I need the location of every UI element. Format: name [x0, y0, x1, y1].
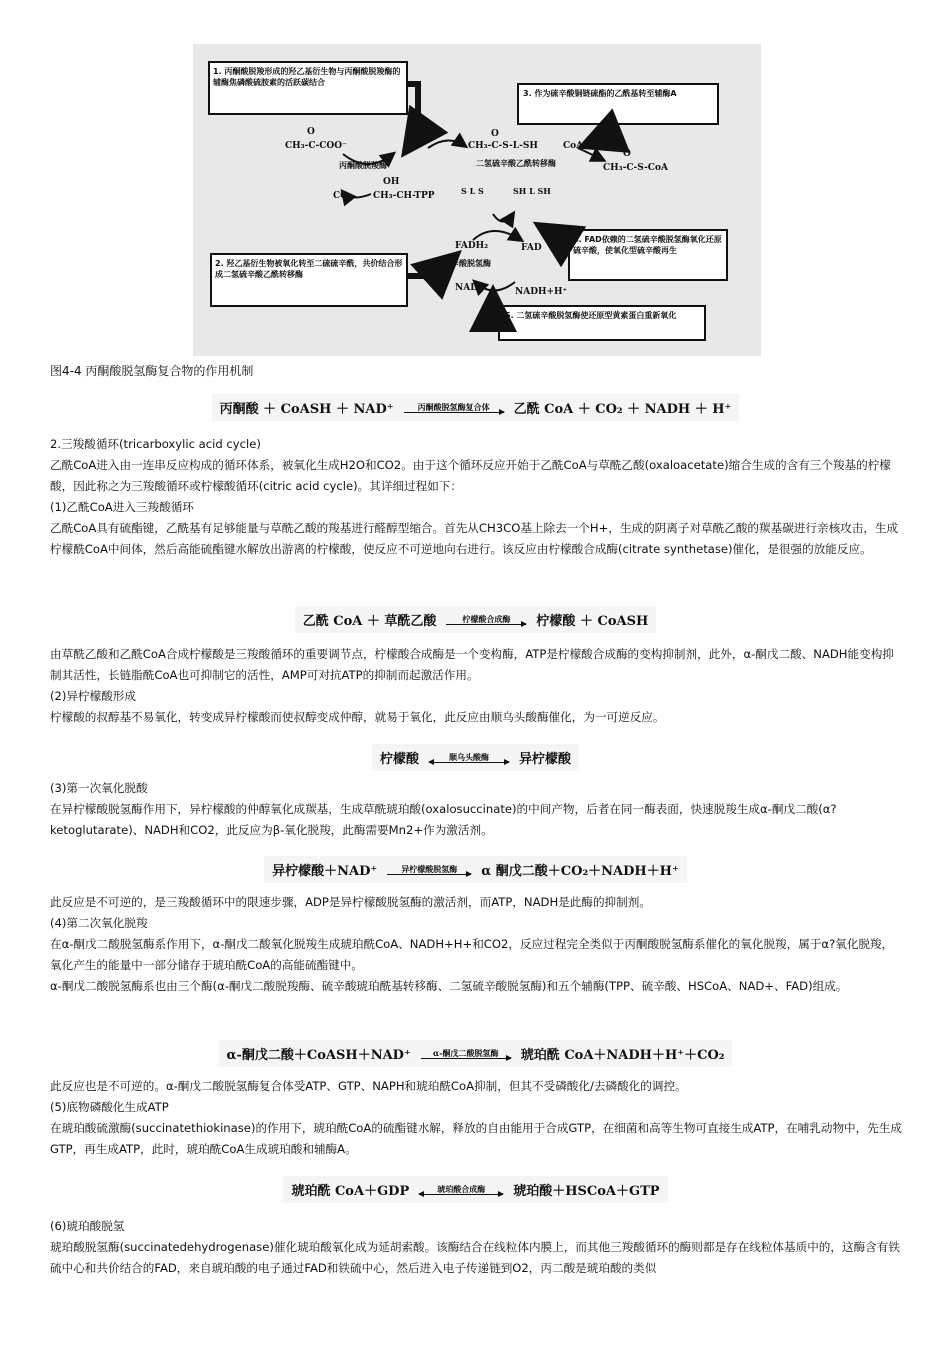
- eq5-arrow: [421, 1058, 511, 1059]
- nadh-label: NADH+H⁺: [515, 287, 568, 297]
- step2-title: (2)异柠檬酸形成: [50, 689, 136, 703]
- step2-para: 柠檬酸的叔醇基不易氧化，转变成异柠檬酸而使叔醇变成仲醇，就易于氧化，此反应由顺乌头酸酶催化，为一可逆反应。: [50, 710, 665, 724]
- acetyl-coa-label: CH₃-C-S-CoA: [603, 163, 668, 173]
- eq2-left: 乙酰 CoA ＋ 草酰乙酸: [302, 614, 437, 629]
- step5-para: 在琥珀酸硫激酶(succinatethiokinase)的作用下，琥珀酰CoA的硫酯键水解，释放的自由能用于合成GTP，在细菌和高等生物可直接生成ATP，在哺乳动物中，先生成GTP，再生成ATP，此时，琥珀酰CoA生成琥珀酸和辅酶A。: [50, 1121, 903, 1156]
- fadh2-label: FADH₂: [455, 241, 489, 251]
- eq3-left: 柠檬酸: [379, 752, 419, 767]
- eq6-arrow: [419, 1194, 503, 1195]
- step3-para: 在异柠檬酸脱氢酶作用下，异柠檬酸的仲醇氧化成羰基，生成草酰琥珀酸(oxalosuccinate)的中间产物，后者在同一酶表面，快速脱羧生成α-酮戊二酸(α?ketoglutarate)、NADH和CO2，此反应为β-氧化脱羧，此酶需要Mn2+作为激活剂。: [50, 802, 837, 837]
- step6-title: (6)琥珀酸脱氢: [50, 1219, 125, 1233]
- step1-title: (1)乙酰CoA进入三羧酸循环: [50, 500, 194, 514]
- eq2-arrow: [446, 624, 526, 625]
- step4-para: 在α-酮戊二酸脱氢酶系作用下，α-酮戊二酸氧化脱羧生成琥珀酰CoA、NADH+H+和CO2，反应过程完全类似于丙酮酸脱氢酶系催化的氧化脱羧，属于α?氧化脱羧，氧化产生的能量中一部分储存于琥珀酰CoA的高能硫酯键中。: [50, 937, 894, 972]
- pdh-mechanism-figure: [193, 44, 761, 356]
- equation-akg-dh: [0, 1040, 951, 1067]
- note-2: 2. 羟乙基衍生物被氧化转至二硫硫辛酰，共价结合形成二氢硫辛酸乙酰转移酶: [215, 259, 403, 279]
- note-3: 3. 作为硫辛酸铜链硫酯的乙酰基转至辅酶A: [523, 89, 677, 98]
- equation-succinyl-coa: [0, 1176, 951, 1203]
- eq3-right: 异柠檬酸: [519, 752, 572, 767]
- text-block-1: [50, 434, 904, 560]
- step3-title: (3)第一次氧化脱酸: [50, 781, 148, 795]
- step1-para2: 由草酰乙酸和乙酰CoA合成柠檬酸是三羧酸循环的重要调节点，柠檬酸合成酶是一个变构酶，ATP是柠檬酸合成酶的变构抑制剂，此外，α-酮戊二酸、NADH能变构抑制其活性，长链脂酰CoA也可抑制它的活性，AMP可对抗ATP的抑制而起激活作用。: [50, 647, 894, 682]
- o-mark-2: O: [491, 129, 499, 139]
- eq2-right: 柠檬酸 ＋ CoASH: [536, 614, 649, 629]
- enzyme3-label: 二氢硫辛酸脱氢酶: [427, 258, 491, 268]
- equation-isocitrate: [0, 744, 951, 771]
- coa-label: CoA: [563, 141, 584, 151]
- enzyme1-label: 丙酮酸脱羧酶: [339, 160, 387, 170]
- step3-para2: 此反应是不可逆的，是三羧酸循环中的限速步骤，ADP是异柠檬酸脱氢酶的激活剂，而ATP，NADH是此酶的抑制剂。: [50, 895, 651, 909]
- eq1-enzyme: 丙酮酸脱氢酶复合体: [417, 401, 490, 412]
- eq6-right: 琥珀酸＋HSCoA＋GTP: [513, 1184, 660, 1199]
- eq4-arrow: [387, 874, 471, 875]
- oh-label: OH: [383, 177, 400, 187]
- section-2-title: 2.三羧酸循环(tricarboxylic acid cycle): [50, 437, 261, 451]
- eq4-enzyme: 异柠檬酸脱氢酶: [401, 863, 458, 874]
- enzyme2-label: 二氢硫辛酸乙酰转移酶: [476, 158, 556, 168]
- o-mark-3: O: [623, 149, 631, 159]
- eq6-left: 琥珀酰 CoA＋GDP: [291, 1184, 410, 1199]
- eq5-left: α-酮戊二酸＋CoASH＋NAD⁺: [226, 1048, 411, 1063]
- lipoamide-sh-label: SH L SH: [513, 186, 551, 196]
- text-block-3: [50, 778, 904, 841]
- step5-title: (5)底物磷酸化生成ATP: [50, 1100, 169, 1114]
- eq5-enzyme: α-酮戊二酸脱氢酶: [433, 1047, 499, 1058]
- note-5: 5. 二氢硫辛酸脱氢酶使还原型黄素蛋白重新氧化: [505, 311, 677, 320]
- hydroxyethyl-tpp-label: CH₃-CH-TPP: [373, 191, 435, 201]
- note-4: 4. FAD依赖的二氢硫辛酸脱氢酶氧化还原硫辛酸，使氧化型硫辛酸再生: [573, 235, 722, 255]
- figure-caption: 图4-4 丙酮酸脱氢酶复合物的作用机制: [50, 364, 254, 378]
- text-block-4: [50, 892, 904, 997]
- eq4-right: α 酮戊二酸＋CO₂＋NADH＋H⁺: [481, 864, 679, 879]
- step4-para3: 此反应也是不可逆的。α-酮戊二酸脱氢酶复合体受ATP、GTP、NAPH和琥珀酰CoA抑制，但其不受磷酸化/去磷酸化的调控。: [50, 1079, 687, 1093]
- eq5-right: 琥珀酰 CoA＋NADH＋H⁺＋CO₂: [520, 1048, 725, 1063]
- acyl-lipoamide-label: CH₃-C-S-L-SH: [468, 141, 538, 151]
- equation-isocitrate-dh: [0, 856, 951, 883]
- nad-label: NAD⁺: [455, 283, 483, 293]
- pyruvate-label: CH₃-C-COO⁻: [285, 141, 347, 151]
- eq1-right: 乙酰 CoA ＋ CO₂ ＋ NADH ＋ H⁺: [513, 402, 732, 417]
- step4-title: (4)第二次氧化脱羧: [50, 916, 148, 930]
- fad-label: FAD: [521, 243, 542, 253]
- co2-label: CO₂: [333, 191, 352, 201]
- text-block-5: [50, 1076, 904, 1160]
- o-mark-1: O: [307, 127, 315, 137]
- eq1-arrow: [404, 412, 504, 413]
- tpp-label: TPP: [405, 139, 426, 149]
- eq6-enzyme: 琥珀酸合成酶: [437, 1183, 486, 1194]
- eq4-left: 异柠檬酸＋NAD⁺: [272, 864, 378, 879]
- eq3-enzyme: 顺乌头酸酶: [449, 751, 489, 762]
- equation-pdh: [0, 394, 951, 421]
- eq3-arrow: [429, 762, 509, 763]
- text-block-2: [50, 644, 904, 728]
- eq2-enzyme: 柠檬酸合成酶: [462, 613, 511, 624]
- section-2-para: 乙酰CoA进入由一连串反应构成的循环体系，被氧化生成H2O和CO2。由于这个循环反应开始于乙酰CoA与草酰乙酸(oxaloacetate)缩合生成的含有三个羧基的柠檬酸，因此称之为三羧酸循环或柠檬酸循环(citric acid cycle)。其详细过程如下：: [50, 458, 891, 493]
- eq1-left: 丙酮酸 ＋ CoASH ＋ NAD⁺: [219, 402, 394, 417]
- text-block-6: [50, 1216, 904, 1279]
- lipoamide-s-label: S L S: [461, 186, 484, 196]
- step1-para: 乙酰CoA具有硫酯键，乙酰基有足够能量与草酰乙酸的羧基进行醛醇型缩合。首先从CH3CO基上除去一个H+，生成的阴离子对草酰乙酸的羰基碳进行亲核攻击，生成柠檬酰CoA中间体，然后高能硫酯键水解放出游离的柠檬酸，使反应不可逆地向右进行。该反应由柠檬酸合成酶(citrate synthetase)催化，是很强的放能反应。: [50, 521, 899, 556]
- step4-para2: α-酮戊二酸脱氢酶系也由三个酶(α-酮戊二酸脱羧酶、硫辛酸琥珀酰基转移酶、二氢硫辛酸脱氢酶)和五个辅酶(TPP、硫辛酸、HSCoA、NAD+、FAD)组成。: [50, 979, 848, 993]
- step6-para: 琥珀酸脱氢酶(succinatedehydrogenase)催化琥珀酸氧化成为延胡索酸。该酶结合在线粒体内膜上，而其他三羧酸循环的酶则都是存在线粒体基质中的，这酶含有铁硫中心和共价结合的FAD，来自琥珀酸的电子通过FAD和铁硫中心，然后进入电子传递链到O2，丙二酸是琥珀酸的类似: [50, 1240, 900, 1275]
- note-1: 1. 丙酮酸脱羧形成的羟乙基衍生物与丙酮酸脱羧酶的辅酶焦磷酸硫胺素的活跃碳结合: [213, 67, 401, 87]
- equation-citrate: [0, 606, 951, 633]
